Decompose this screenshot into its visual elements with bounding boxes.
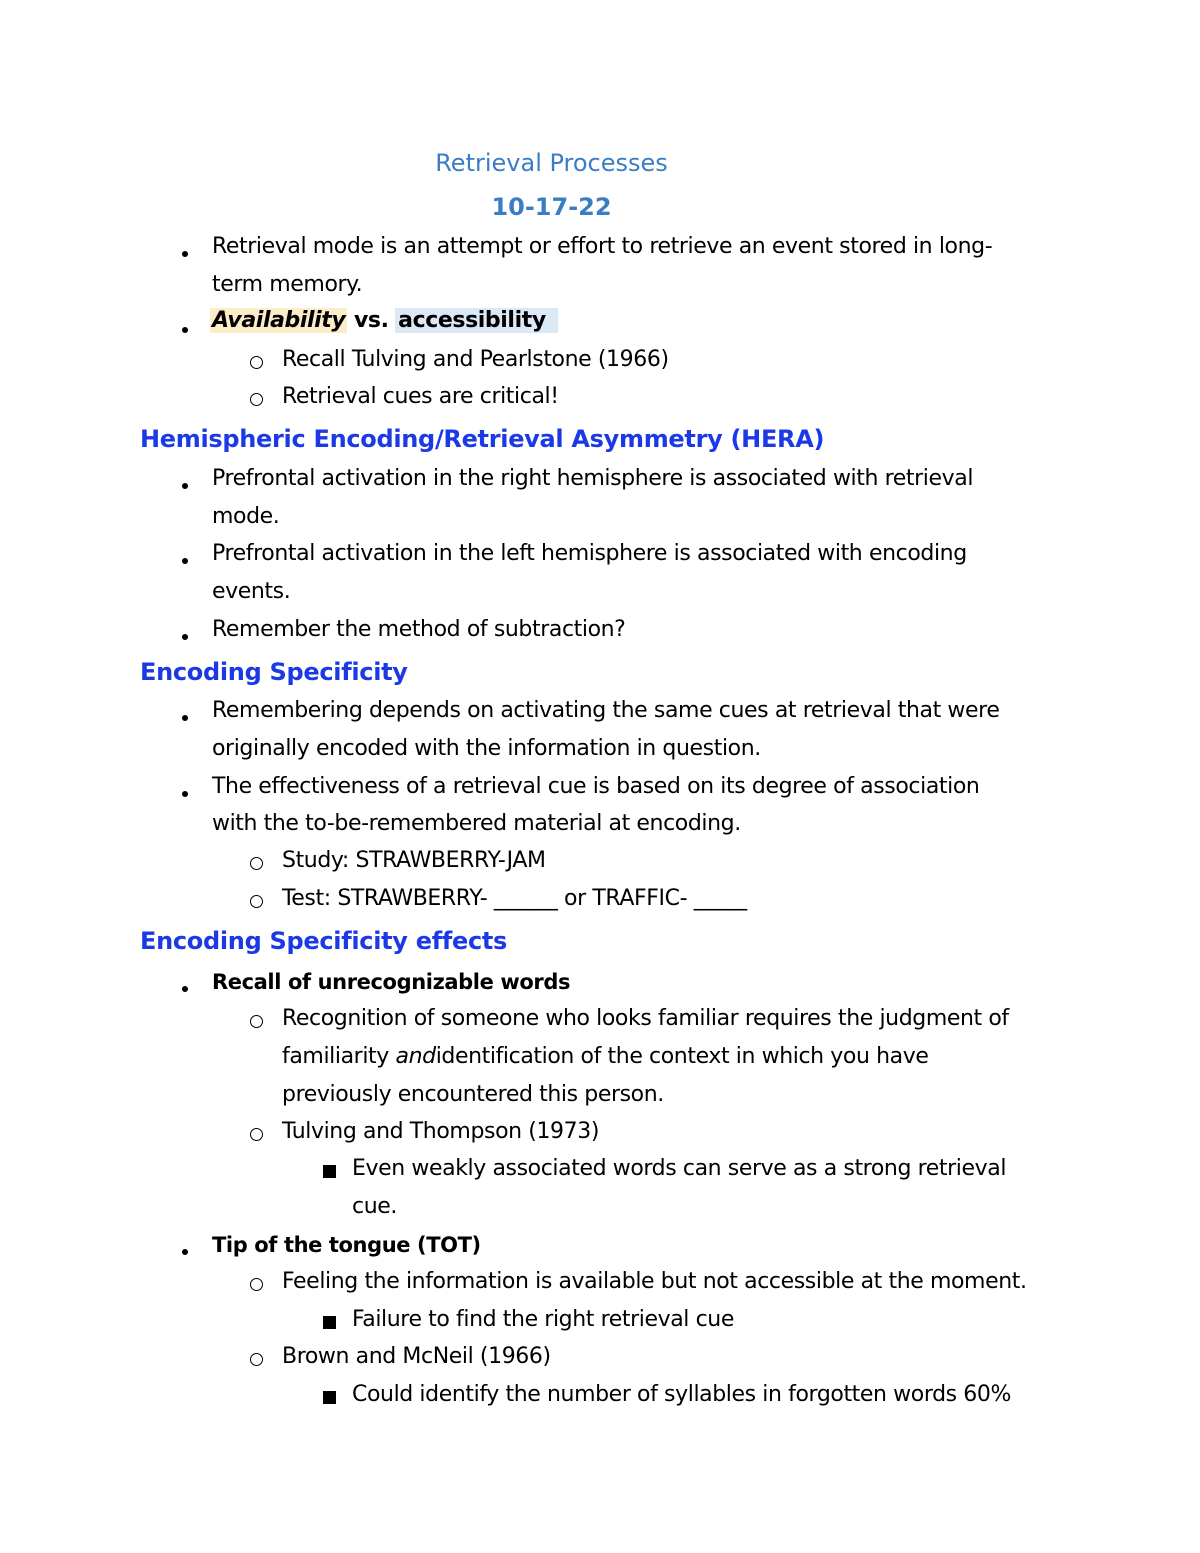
page-title: Retrieval Processes	[435, 149, 668, 177]
bullet-icon	[182, 483, 188, 489]
circle-bullet-icon	[250, 1278, 263, 1291]
square-bullet-icon	[323, 1391, 336, 1404]
list-item: Remembering depends on activating the same cues at retrieval that were	[212, 698, 1000, 723]
sub-sub-list-item: Could identify the number of syllables in forgotten words 60%	[352, 1382, 1011, 1407]
list-item-continued: with the to-be-remembered material at encoding.	[212, 811, 741, 836]
bullet-icon	[182, 558, 188, 564]
list-item: Remember the method of subtraction?	[212, 617, 626, 642]
list-item-continued: mode.	[212, 504, 280, 529]
list-item: Prefrontal activation in the right hemisphere is associated with retrieval	[212, 466, 974, 491]
sub-list-item-continued: previously encountered this person.	[282, 1082, 664, 1107]
sub-list-item: Recognition of someone who looks familiar requires the judgment of	[282, 1006, 1009, 1031]
list-item-continued: originally encoded with the information in question.	[212, 736, 761, 761]
identification-text: identification of the context in which you have	[435, 1044, 929, 1069]
accessibility-term: accessibility	[395, 308, 558, 333]
sub-list-item: Recall Tulving and Pearlstone (1966)	[282, 347, 669, 372]
circle-bullet-icon	[250, 1353, 263, 1366]
bullet-icon	[182, 327, 188, 333]
list-item-continued: events.	[212, 579, 291, 604]
sub-list-item: Test: STRAWBERRY- ______ or TRAFFIC- _____	[282, 886, 747, 911]
section-heading-encoding-specificity: Encoding Specificity	[140, 658, 408, 686]
circle-bullet-icon	[250, 857, 263, 870]
circle-bullet-icon	[250, 895, 263, 908]
circle-bullet-icon	[250, 393, 263, 406]
bullet-icon	[182, 251, 188, 257]
list-item: Prefrontal activation in the left hemisphere is associated with encoding	[212, 541, 967, 566]
sub-sub-list-item: Even weakly associated words can serve as a strong retrieval	[352, 1156, 1007, 1181]
availability-term: Availability	[212, 308, 346, 333]
sub-list-item: Tulving and Thompson (1973)	[282, 1119, 600, 1144]
list-item: Recall of unrecognizable words	[212, 970, 571, 994]
familiarity-text: familiarity	[282, 1044, 389, 1069]
sub-list-item: Feeling the information is available but not accessible at the moment.	[282, 1269, 1027, 1294]
square-bullet-icon	[323, 1165, 336, 1178]
bullet-icon	[182, 1249, 188, 1255]
bullet-icon	[182, 986, 188, 992]
sub-list-item: Brown and McNeil (1966)	[282, 1344, 551, 1369]
section-heading-hera: Hemispheric Encoding/Retrieval Asymmetry (HERA)	[140, 425, 825, 453]
list-item-continued: term memory.	[212, 272, 363, 297]
sub-list-item: Retrieval cues are critical!	[282, 384, 559, 409]
sub-sub-list-item-continued: cue.	[352, 1194, 397, 1219]
sub-sub-list-item: Failure to find the right retrieval cue	[352, 1307, 734, 1332]
circle-bullet-icon	[250, 356, 263, 369]
sub-list-item-continued	[282, 1042, 929, 1072]
circle-bullet-icon	[250, 1015, 263, 1028]
vs-text: vs.	[353, 308, 389, 333]
list-item: Tip of the tongue (TOT)	[212, 1233, 481, 1257]
square-bullet-icon	[323, 1316, 336, 1329]
sub-list-item: Study: STRAWBERRY-JAM	[282, 848, 546, 873]
circle-bullet-icon	[250, 1128, 263, 1141]
bullet-icon	[182, 715, 188, 721]
bullet-icon	[182, 791, 188, 797]
list-item: The effectiveness of a retrieval cue is based on its degree of association	[212, 774, 980, 799]
and-emphasis: and	[395, 1044, 436, 1069]
section-heading-encoding-specificity-effects: Encoding Specificity effects	[140, 927, 508, 955]
list-item: Retrieval mode is an attempt or effort to retrieve an event stored in long-	[212, 234, 993, 259]
availability-vs-accessibility	[210, 306, 558, 336]
bullet-icon	[182, 634, 188, 640]
page-date: 10-17-22	[491, 193, 612, 221]
